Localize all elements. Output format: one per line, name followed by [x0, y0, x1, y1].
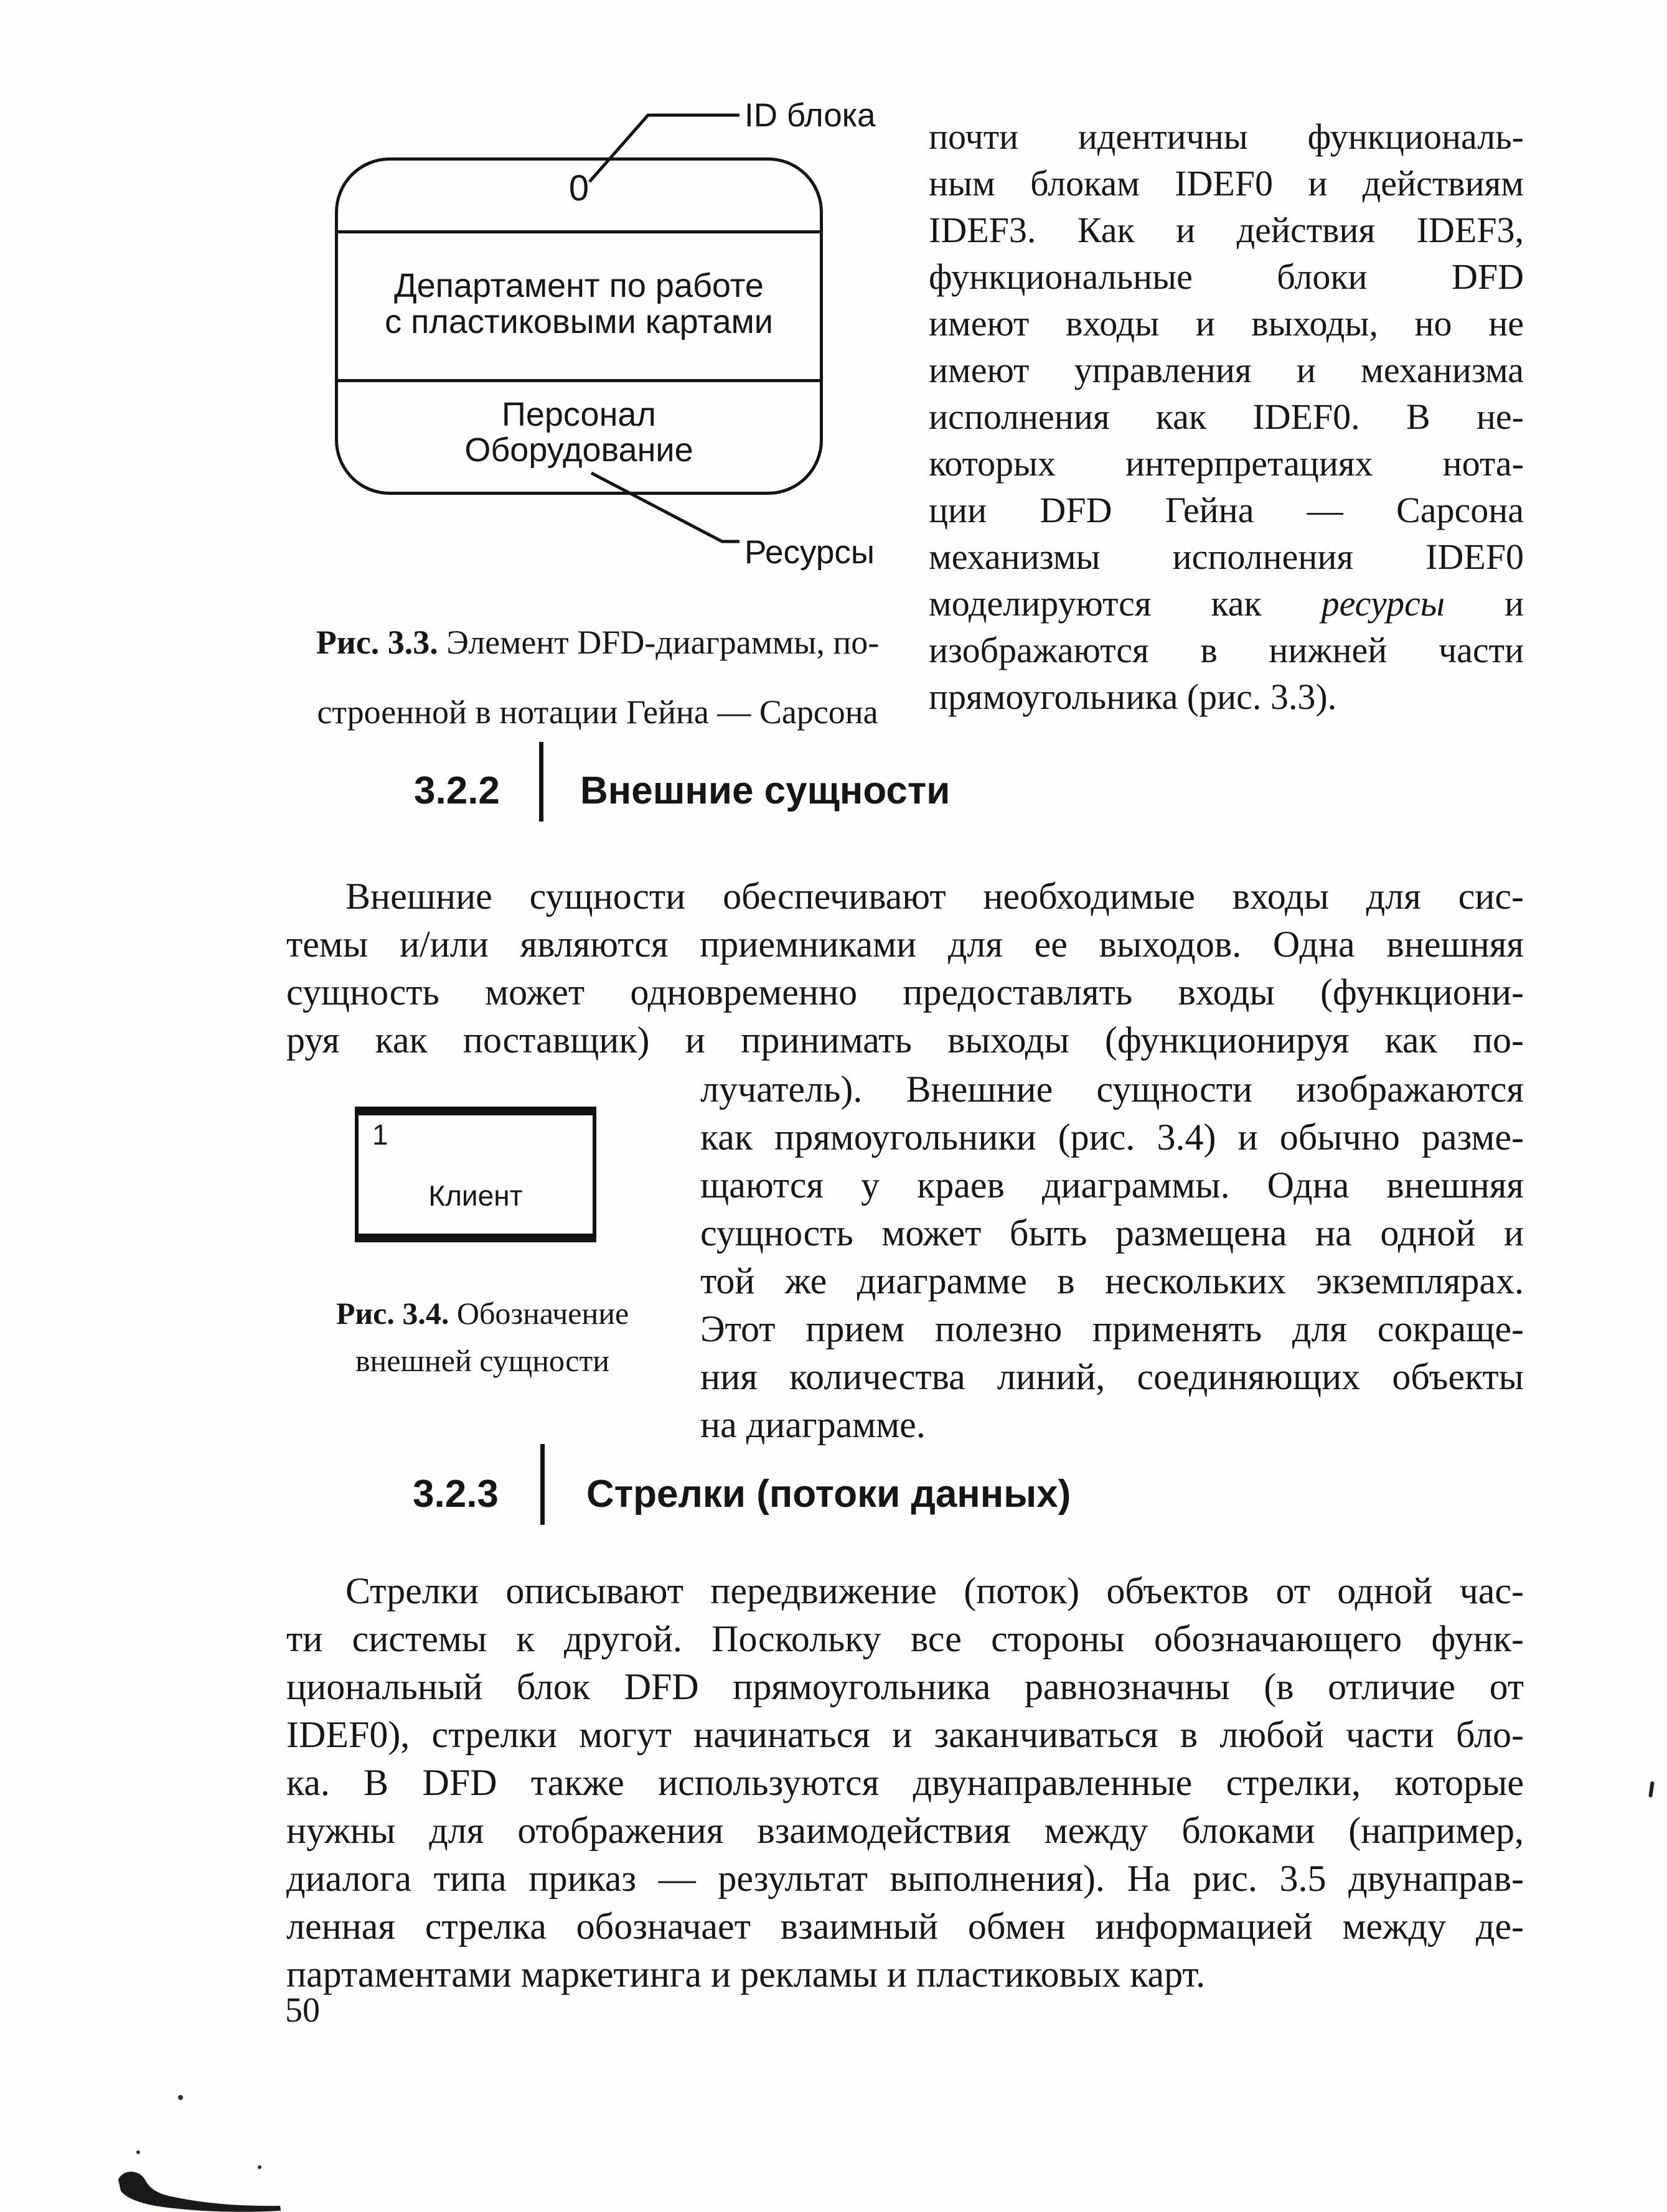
resources-callout-label: Ресурсы [744, 534, 875, 571]
figure-3-3-caption-line2: строенной в нотации Гейна — Сарсона [317, 693, 878, 731]
text-line: щаются у краев диаграммы. Одна внешняя [700, 1165, 1524, 1206]
section-3-2-2-title: Внешние сущности [580, 769, 951, 812]
text-line: почти идентичны функциональ- [929, 116, 1524, 157]
text-fragment: моделируются как [929, 583, 1322, 624]
block-name-line: с пластиковыми картами [385, 303, 773, 340]
text-line: изображаются в нижней части [929, 630, 1524, 670]
block-id-value: 0 [568, 168, 589, 209]
entity-name: Клиент [428, 1179, 523, 1212]
block-id-callout-label: ID блока [744, 97, 876, 134]
text-line: функциональные блоки DFD [929, 256, 1524, 297]
text-line: IDEF3. Как и действия IDEF3, [929, 210, 1524, 250]
scan-speck [136, 2150, 140, 2154]
italic-term-resources: ресурсы [1321, 583, 1445, 624]
text-line: которых интерпретациях нота- [929, 443, 1524, 484]
intro-text-column [929, 113, 1524, 720]
text-line: имеют входы и выходы, но не [929, 303, 1524, 344]
figure-3-4-caption-line2: внешней сущности [355, 1343, 610, 1378]
text-line: сущность может быть размещена на одной и [700, 1212, 1524, 1254]
text-line: лучатель). Внешние сущности изображаются [700, 1069, 1524, 1110]
text-line: Внешние сущности обеспечивают необходимые входы для сис- [345, 876, 1524, 917]
text-line: ка. В DFD также используются двунаправленные стрелки, которые [286, 1762, 1524, 1803]
paragraph-external-entities-wrapped [700, 1066, 1524, 1449]
text-line: диалога типа приказ — результат выполнения). На рис. 3.5 двунаправ- [286, 1858, 1524, 1899]
text-line: циональный блок DFD прямоугольника равнозначны (в отличие от [286, 1666, 1524, 1707]
text-line: Стрелки описывают передвижение (поток) объектов от одной час- [345, 1570, 1524, 1611]
text-line: той же диаграмме в нескольких экземплярах. [700, 1260, 1524, 1301]
section-3-2-3-title: Стрелки (потоки данных) [586, 1473, 1071, 1516]
text-line: как прямоугольники (рис. 3.4) и обычно разме- [700, 1117, 1524, 1158]
text-line: на диаграмме. [700, 1404, 926, 1445]
paragraph-external-entities [286, 873, 1524, 1064]
text-line: нужны для отображения взаимодействия между блоками (например, [286, 1810, 1524, 1851]
text-line: ции DFD Гейна — Сарсона [929, 490, 1524, 530]
section-heading-divider [540, 1444, 545, 1525]
figure-3-4-caption-line1 [289, 1296, 675, 1331]
scan-speck [1648, 1781, 1655, 1798]
text-line: исполнения как IDEF0. В не- [929, 396, 1524, 437]
paragraph-arrows [286, 1567, 1524, 1999]
figure-3-4-caption-number: Рис. 3.4. [336, 1296, 449, 1331]
section-3-2-3-number: 3.2.3 [413, 1473, 499, 1516]
ink-smudge-artifact [118, 2172, 281, 2212]
section-3-2-2-number: 3.2.2 [414, 769, 500, 812]
text-line: партаментами маркетинга и рекламы и пластиковых карт. [286, 1954, 1206, 1995]
text-line: темы и/или являются приемниками для ее выходов. Одна внешняя [286, 924, 1524, 965]
text-line: имеют управления и механизма [929, 350, 1524, 390]
text-line: ти системы к другой. Поскольку все стороны обозначающего функ- [286, 1618, 1524, 1659]
block-divider-bottom [337, 379, 821, 382]
text-line: ным блокам IDEF0 и действиям [929, 163, 1524, 204]
text-fragment: и [1445, 583, 1524, 624]
text-line: механизмы исполнения IDEF0 [929, 537, 1524, 577]
figure-3-3-caption-text: Элемент DFD-диаграммы, по- [438, 624, 880, 661]
page-number: 50 [285, 1991, 320, 2030]
block-name-line: Департамент по работе [394, 267, 764, 304]
block-resource-line: Персонал [502, 396, 656, 433]
block-divider-top [337, 230, 821, 233]
scan-speck [178, 2095, 183, 2100]
text-line [929, 580, 1524, 627]
text-line: прямоугольника (рис. 3.3). [929, 677, 1337, 717]
text-line: ния количества линий, соединяющих объекты [700, 1356, 1524, 1397]
figure-3-4-caption-text: Обозначение [449, 1296, 629, 1331]
figure-3-3-caption-number: Рис. 3.3. [316, 624, 438, 661]
section-heading-divider [539, 742, 543, 822]
text-line: сущность может одновременно предоставлять входы (функциони- [286, 972, 1524, 1013]
text-line: руя как поставщик) и принимать выходы (функционируя как по- [286, 1019, 1524, 1061]
text-line: IDEF0), стрелки могут начинаться и заканчиваться в любой части бло- [286, 1714, 1524, 1755]
text-line: ленная стрелка обозначает взаимный обмен информацией между де- [286, 1906, 1524, 1947]
entity-id-value: 1 [372, 1118, 388, 1151]
text-line: Этот прием полезно применять для сокраще- [700, 1308, 1524, 1349]
external-entity-block [355, 1107, 596, 1242]
block-name [335, 268, 823, 340]
block-resource-line: Оборудование [464, 431, 693, 469]
figure-3-3-caption-line1 [288, 624, 908, 661]
scan-speck [258, 2165, 261, 2169]
block-resources [335, 397, 823, 468]
